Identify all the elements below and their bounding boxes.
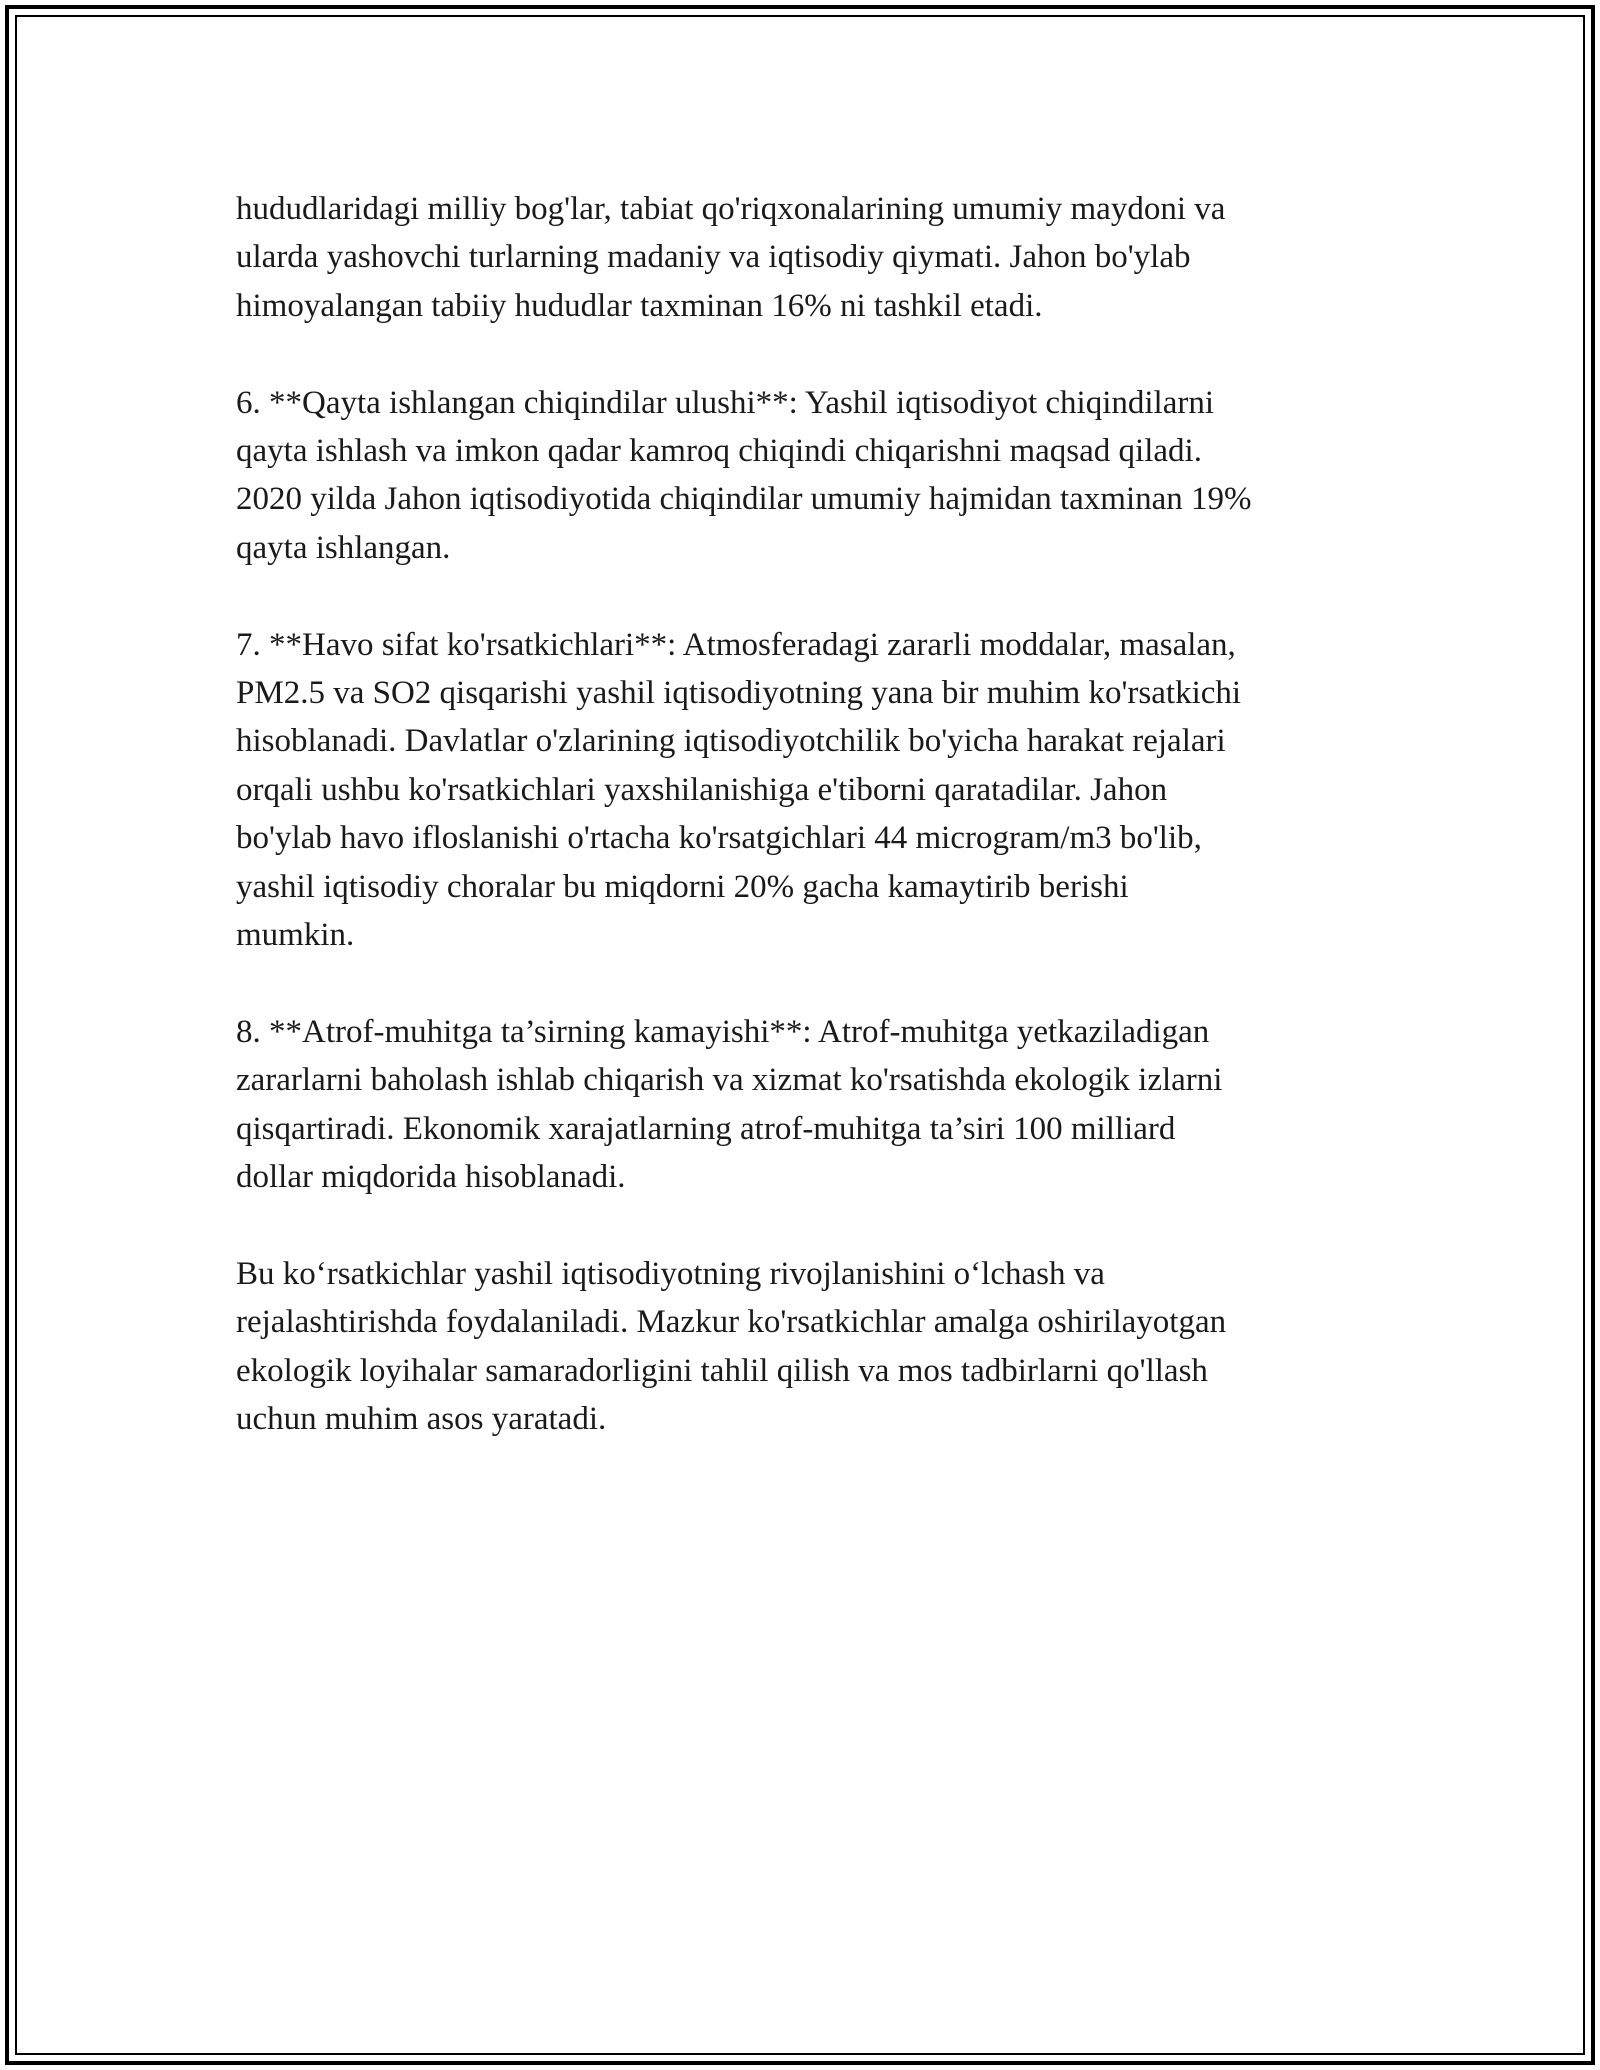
document-body [236,185,1376,1492]
paragraph-air-quality: 7. **Havo sifat ko'rsatkichlari**: Atmosferadagi zararli moddalar, masalan, PM2.5 va SO2 qisqarishi yashil iqtisodiyotning yana bir muhim ko'rsatkichi hisoblanadi. Davlatlar o'zlarining iqtisodiyotchilik bo'yicha harakat rejalari orqali ushbu ko'rsatkichlari yaxshilanishiga e'tiborni qaratadilar. Jahon bo'ylab havo ifloslanishi o'rtacha ko'rsatgichlari 44 microgram/m3 bo'lib, yashil iqtisodiy choralar bu miqdorni 20% gacha kamaytirib berishi mumkin. [236,626,1242,954]
paragraph-protected-areas: hududlaridagi milliy bog'lar, tabiat qo'riqxonalarining umumiy maydoni va ularda yashovchi turlarning madaniy va iqtisodiy qiymati. Jahon bo'ylab himoyalangan tabiiy hududlar taxminan 16% ni tashkil etadi. [236,191,1226,324]
paragraph-conclusion: Bu ko‘rsatkichlar yashil iqtisodiyotning rivojlanishini o‘lchash va rejalashtirishda foydalaniladi. Mazkur ko'rsatkichlar amalga oshirilayotgan ekologik loyihalar samaradorligini tahlil qilish va mos tadbirlarni qo'llash uchun muhim asos yaratadi. [236,1255,1227,1438]
paragraph-environmental-impact: 8. **Atrof-muhitga ta’sirning kamayishi**: Atrof-muhitga yetkaziladigan zararlarni baholash ishlab chiqarish va xizmat ko'rsatishda ekologik izlarni qisqartiradi. Ekonomik xarajatlarning atrof-muhitga ta’siri 100 milliard dollar miqdorida hisoblanadi. [236,1013,1223,1196]
paragraph-recycled-waste: 6. **Qayta ishlangan chiqindilar ulushi**: Yashil iqtisodiyot chiqindilarni qayta ishlash va imkon qadar kamroq chiqindi chiqarishni maqsad qiladi. 2020 yilda Jahon iqtisodiyotida chiqindilar umumiy hajmidan taxminan 19% qayta ishlangan. [236,384,1252,566]
